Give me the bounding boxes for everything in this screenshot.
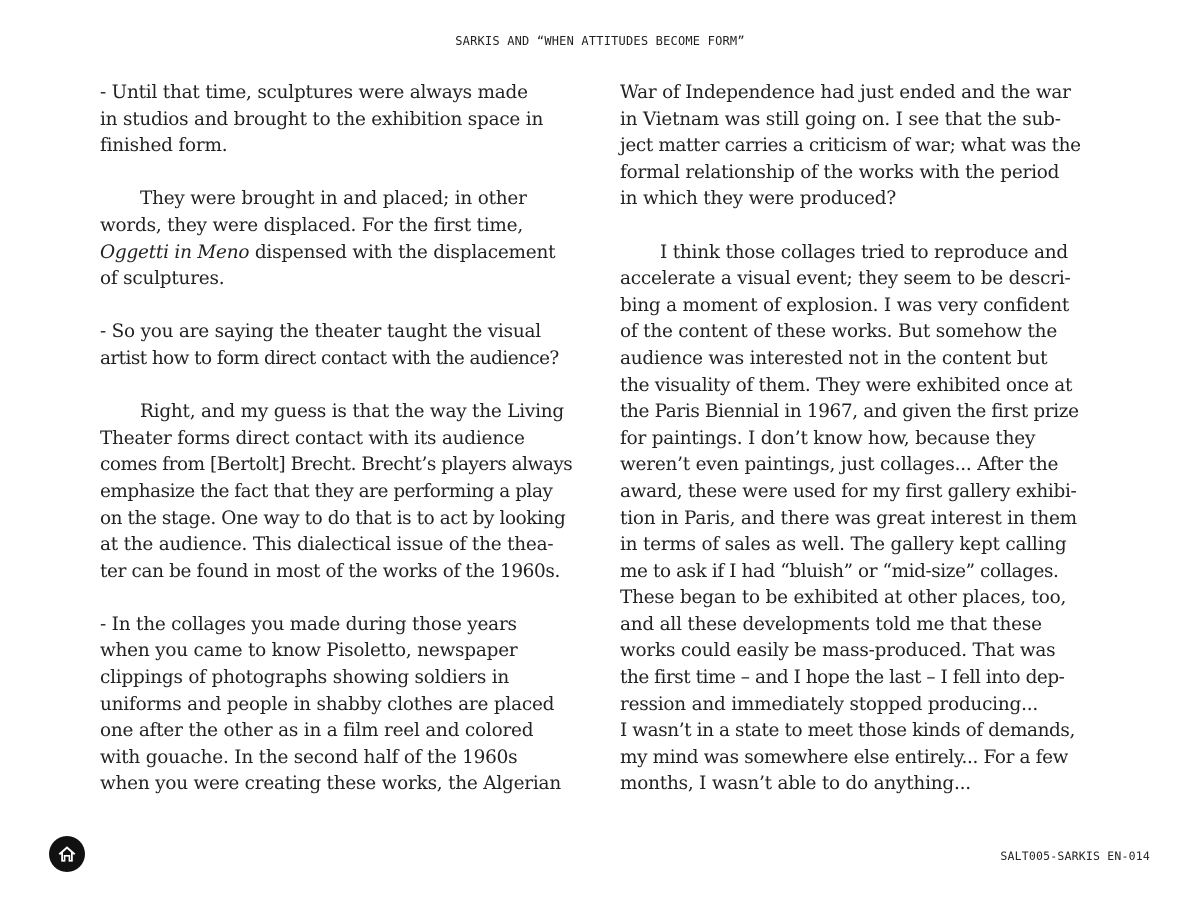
text-line: - In the collages you made during those years [100, 613, 517, 635]
answer-paragraph [620, 240, 1110, 798]
artwork-title: Oggetti in Meno [100, 241, 250, 263]
right-column [620, 80, 1110, 798]
text-line: They were brought in and placed; in other [140, 188, 527, 210]
text-line: ter can be found in most of the works of the 1960s. [100, 560, 560, 582]
text-line: - Until that time, sculptures were always made [100, 82, 528, 103]
answer-paragraph [100, 399, 590, 585]
text-line: with gouache. In the second half of the 1960s [100, 746, 518, 768]
running-title: SARKIS AND “WHEN ATTITUDES BECOME FORM” [455, 34, 745, 48]
left-column [100, 80, 590, 798]
answer-paragraph [100, 186, 590, 292]
text-line: These began to be exhibited at other places, too, [620, 587, 1067, 609]
text-line: the Paris Biennial in 1967, and given the first prize [620, 401, 1079, 423]
text-line: comes from [Bertolt] Brecht. Brecht’s players always [100, 454, 573, 476]
text-line: in which they were produced? [620, 188, 896, 210]
text-line: words, they were displaced. For the first time, [100, 214, 523, 236]
text-line: when you were creating these works, the Algerian [100, 773, 561, 795]
text-line: tion in Paris, and there was great interest in them [620, 507, 1077, 529]
text-line: at the audience. This dialectical issue of the thea- [100, 534, 554, 556]
text-line: I wasn’t in a state to meet those kinds of demands, [620, 720, 1075, 742]
question-paragraph [100, 612, 590, 798]
text-line: Theater forms direct contact with its audience [100, 427, 525, 449]
page-code: SALT005-SARKIS EN-014 [1000, 849, 1150, 863]
text-line: I think those collages tried to reproduce and [660, 241, 1068, 263]
text-line: works could easily be mass-produced. That was [620, 640, 1056, 662]
home-button[interactable] [49, 836, 85, 872]
text-line: on the stage. One way to do that is to act by looking [100, 507, 566, 529]
text-line: my mind was somewhere else entirely... For a few [620, 746, 1068, 768]
question-paragraph [100, 319, 590, 372]
text-line: audience was interested not in the content but [620, 347, 1048, 369]
text-line: bing a moment of explosion. I was very confident [620, 294, 1070, 316]
text-line: - So you are saying the theater taught the visual [100, 321, 541, 343]
text-line: award, these were used for my first gallery exhibi- [620, 480, 1077, 502]
text-line [100, 240, 590, 267]
text-line: for paintings. I don’t know how, because they [620, 427, 1036, 449]
text-line: the first time – and I hope the last – I fell into dep- [620, 667, 1065, 689]
text-line: Right, and my guess is that the way the Living [140, 401, 565, 423]
text-line: of the content of these works. But somehow the [620, 321, 1057, 343]
text-line: when you came to know Pisoletto, newspaper [100, 640, 518, 662]
text-span: dispensed with the displacement [249, 241, 556, 263]
home-icon [57, 844, 77, 864]
text-line: the visuality of them. They were exhibited once at [620, 374, 1073, 396]
text-line: finished form. [100, 135, 228, 157]
text-line: War of Independence had just ended and the war [620, 82, 1071, 103]
text-line: ression and immediately stopped producing... [620, 693, 1039, 715]
question-paragraph [620, 80, 1110, 213]
text-line: one after the other as in a film reel and colored [100, 720, 534, 742]
text-line: clippings of photographs showing soldiers in [100, 667, 510, 689]
text-line: me to ask if I had “bluish” or “mid-size” collages. [620, 560, 1059, 582]
text-line: of sculptures. [100, 268, 225, 290]
text-line: ject matter carries a criticism of war; what was the [620, 135, 1081, 157]
text-line: uniforms and people in shabby clothes are placed [100, 693, 555, 715]
text-line: in studios and brought to the exhibition space in [100, 108, 544, 130]
text-line: months, I wasn’t able to do anything... [620, 773, 971, 795]
text-line: artist how to form direct contact with the audience? [100, 347, 559, 369]
text-line: in Vietnam was still going on. I see that the sub- [620, 108, 1061, 130]
text-line: emphasize the fact that they are performing a play [100, 480, 553, 502]
text-line: in terms of sales as well. The gallery kept calling [620, 534, 1067, 556]
text-line: weren’t even paintings, just collages... After the [620, 454, 1059, 476]
text-line: accelerate a visual event; they seem to be descri- [620, 268, 1071, 290]
question-paragraph [100, 80, 590, 160]
text-line: and all these developments told me that these [620, 613, 1042, 635]
text-line: formal relationship of the works with the period [620, 161, 1060, 183]
